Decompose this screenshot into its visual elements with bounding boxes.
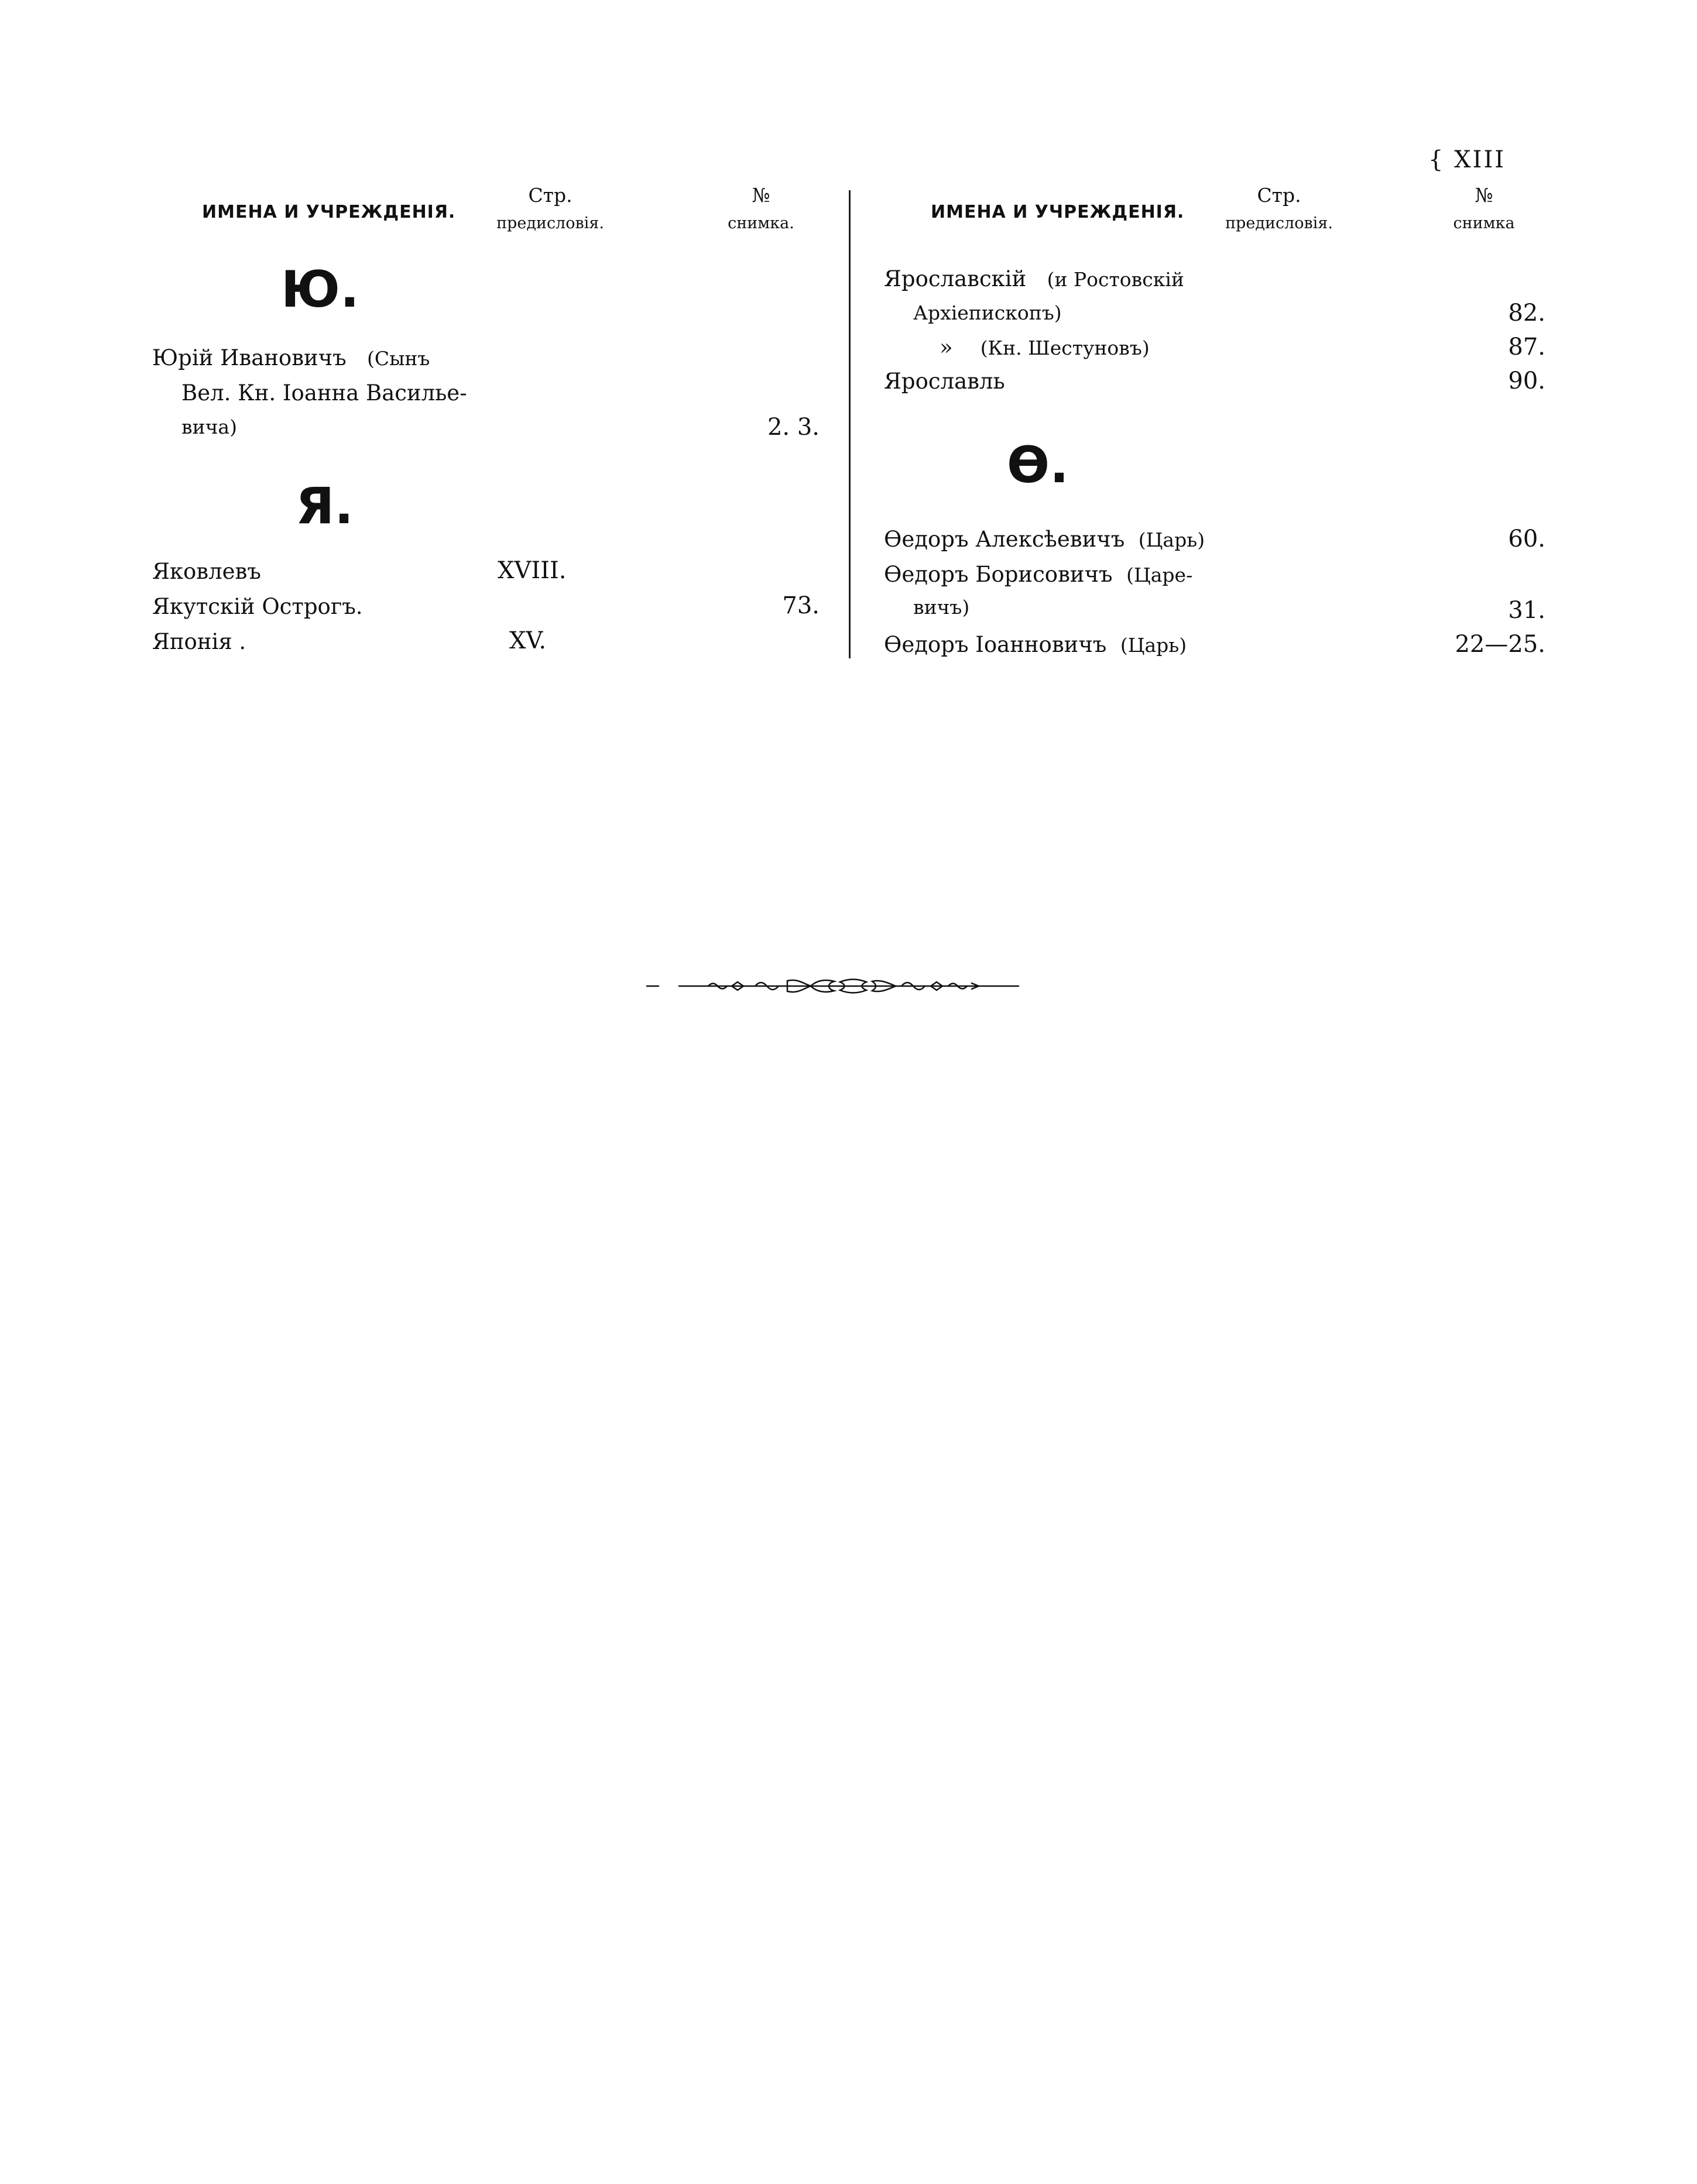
- column-header-number-line1-right: №: [1475, 184, 1493, 207]
- entry-fedor-alekseevich-name: Ѳедоръ Алексѣевичъ: [884, 527, 1125, 552]
- entry-fedor-alekseevich-note: (Царь): [1138, 528, 1205, 551]
- ditto-mark: »: [940, 335, 953, 360]
- entry-shestunov-number: 87.: [1508, 334, 1545, 360]
- entry-fedor-ioannovich-name: Ѳедоръ Іоанновичъ: [884, 632, 1107, 657]
- page-number: { XIII: [1428, 146, 1506, 173]
- entry-yaroslavsky-name: Ярославскій: [884, 266, 1027, 291]
- entry-yaroslavsky-line1: [884, 266, 1184, 291]
- entry-yuri-number: 2. 3.: [767, 414, 820, 441]
- entry-japan-page: XV.: [509, 627, 547, 654]
- entry-fedor-borisovich-note: (Царе-: [1126, 564, 1193, 586]
- section-letter-theta: Ѳ.: [1007, 436, 1069, 495]
- ornament-divider: [644, 971, 1054, 1001]
- entry-yakovlev-page: XVIII.: [498, 557, 567, 584]
- section-letter-yu: Ю.: [281, 260, 359, 319]
- entry-fedor-borisovich-line1: [884, 562, 1192, 587]
- entry-fedor-ioannovich: [884, 632, 1187, 657]
- column-header-names-left: ИМЕНА И УЧРЕЖДЕНІЯ.: [202, 202, 456, 222]
- entry-yaroslavsky-line2: Архіепископъ): [913, 301, 1062, 324]
- entry-yuri-name: Юрій Ивановичъ: [152, 345, 347, 370]
- column-header-number-right: [1437, 181, 1531, 238]
- section-letter-ya: Я.: [296, 477, 354, 535]
- column-header-page-line1-right: Стр.: [1257, 184, 1301, 207]
- column-divider: [849, 190, 851, 658]
- entry-fedor-alekseevich: [884, 527, 1205, 552]
- entry-yuri-line1: [152, 345, 430, 370]
- entry-shestunov: [940, 335, 1150, 360]
- entry-yaroslavl: Ярославль: [884, 369, 1005, 394]
- column-header-number-line2: снимка.: [728, 214, 794, 232]
- entry-fedor-borisovich-line2: вичъ): [913, 596, 970, 619]
- entry-shestunov-note: (Кн. Шестуновъ): [980, 336, 1150, 359]
- column-header-number-line2-right: снимка: [1453, 214, 1515, 232]
- entry-japan: Японія .: [152, 629, 246, 654]
- entry-yaroslavsky-number: 82.: [1508, 300, 1545, 327]
- entry-yuri-note: (Сынъ: [366, 347, 430, 370]
- column-header-page-line1: Стр.: [528, 184, 572, 207]
- entry-yakutsk-number: 73.: [782, 592, 820, 619]
- entry-fedor-borisovich-name: Ѳедоръ Борисовичъ: [884, 562, 1113, 587]
- entry-yakovlev: Яковлевъ: [152, 559, 261, 584]
- entry-yuri-line3: вича): [181, 415, 237, 438]
- column-header-number-left: [714, 181, 808, 238]
- column-header-page-left: [492, 181, 609, 238]
- entry-yuri-line2: Вел. Кн. Іоанна Василье-: [181, 380, 467, 406]
- entry-fedor-ioannovich-number: 22—25.: [1455, 631, 1545, 658]
- entry-fedor-ioannovich-note: (Царь): [1120, 634, 1187, 657]
- column-header-names-right: ИМЕНА И УЧРЕЖДЕНІЯ.: [931, 202, 1185, 222]
- column-header-page-right: [1221, 181, 1338, 238]
- column-header-page-line2-right: предисловія.: [1225, 214, 1333, 232]
- column-header-number-line1: №: [752, 184, 770, 207]
- entry-fedor-alekseevich-number: 60.: [1508, 526, 1545, 552]
- entry-yakutsk: Якутскій Острогъ.: [152, 594, 363, 619]
- entry-yaroslavsky-note: (и Ростовскій: [1047, 268, 1184, 291]
- column-header-page-line2: предисловія.: [496, 214, 604, 232]
- entry-fedor-borisovich-number: 31.: [1508, 597, 1545, 624]
- entry-yaroslavl-number: 90.: [1508, 368, 1545, 394]
